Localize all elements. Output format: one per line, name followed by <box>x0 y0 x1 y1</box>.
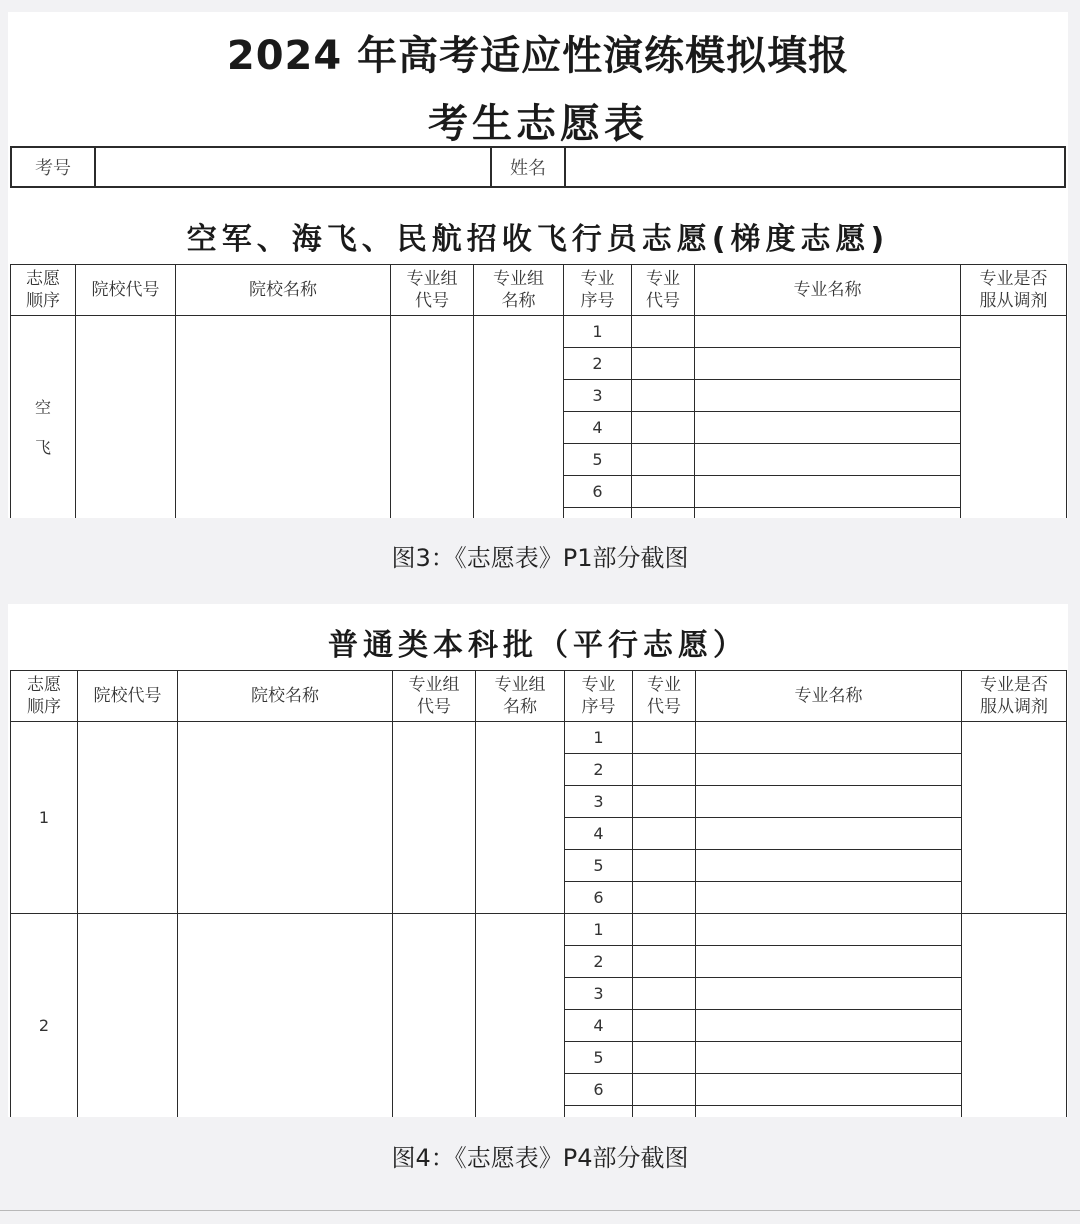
major-code-field[interactable] <box>633 946 696 978</box>
major-code-field[interactable] <box>633 850 696 882</box>
table-row <box>11 316 1067 348</box>
major-seq-cell: 3 <box>564 380 632 412</box>
header-major-code: 专业 代号 <box>632 265 695 316</box>
major-seq-cell: 2 <box>565 946 633 978</box>
school-name-field[interactable] <box>178 914 393 1118</box>
volunteer-order-cell: 空 飞 <box>11 316 76 519</box>
volunteer-order-cell: 2 <box>11 914 78 1118</box>
header-major-code: 专业 代号 <box>633 671 696 722</box>
major-seq-cell: 6 <box>565 1074 633 1106</box>
table-header-row <box>11 265 1067 316</box>
major-code-field[interactable] <box>633 914 696 946</box>
major-name-field[interactable] <box>695 348 961 380</box>
major-code-field[interactable] <box>633 722 696 754</box>
major-name-field[interactable] <box>696 818 962 850</box>
adjust-field[interactable] <box>961 316 1067 519</box>
header-adjust: 专业是否 服从调剂 <box>962 671 1067 722</box>
major-code-field[interactable] <box>632 412 695 444</box>
major-code-field[interactable] <box>633 1074 696 1106</box>
major-code-field[interactable] <box>632 476 695 508</box>
major-seq-cell: 6 <box>565 882 633 914</box>
group-name-field[interactable] <box>476 914 565 1118</box>
candidate-name-field[interactable] <box>565 147 1065 187</box>
major-name-field[interactable] <box>696 946 962 978</box>
group-code-field[interactable] <box>393 722 476 914</box>
school-name-field[interactable] <box>176 316 391 519</box>
major-seq-cell: 2 <box>565 754 633 786</box>
major-seq-cell: 5 <box>564 444 632 476</box>
major-code-field[interactable] <box>633 1106 696 1118</box>
major-code-field[interactable] <box>633 754 696 786</box>
volunteer-order-cell: 1 <box>11 722 78 914</box>
major-code-field[interactable] <box>633 882 696 914</box>
major-code-field[interactable] <box>633 978 696 1010</box>
major-seq-cell: 4 <box>565 818 633 850</box>
header-order: 志愿 顺序 <box>11 265 76 316</box>
major-seq-cell: 4 <box>565 1010 633 1042</box>
school-code-field[interactable] <box>78 722 178 914</box>
major-seq-cell: 1 <box>565 914 633 946</box>
major-name-field[interactable] <box>695 316 961 348</box>
group-name-field[interactable] <box>476 722 565 914</box>
major-seq-cell: 3 <box>565 978 633 1010</box>
major-name-field[interactable] <box>695 476 961 508</box>
major-code-field[interactable] <box>633 1010 696 1042</box>
group-code-field[interactable] <box>393 914 476 1118</box>
form-subtitle: 考生志愿表 <box>428 101 648 147</box>
major-seq-cell: 4 <box>564 412 632 444</box>
table-row <box>11 722 1067 754</box>
major-code-field[interactable] <box>632 348 695 380</box>
major-seq-cell: 5 <box>565 850 633 882</box>
major-name-field[interactable] <box>696 786 962 818</box>
major-code-field[interactable] <box>633 818 696 850</box>
major-seq-cell: 5 <box>565 1042 633 1074</box>
pilot-volunteer-table <box>10 264 1067 518</box>
header-group-code: 专业组 代号 <box>393 671 476 722</box>
table-row <box>11 914 1067 946</box>
pilot-section-title: 空军、海飞、民航招收飞行员志愿(梯度志愿) <box>186 222 890 257</box>
major-code-field[interactable] <box>633 1042 696 1074</box>
major-code-field[interactable] <box>633 786 696 818</box>
major-seq-cell <box>564 508 632 519</box>
adjust-field[interactable] <box>962 722 1067 914</box>
header-school-name: 院校名称 <box>176 265 391 316</box>
major-seq-cell: 1 <box>564 316 632 348</box>
header-adjust: 专业是否 服从调剂 <box>961 265 1067 316</box>
header-group-code: 专业组 代号 <box>391 265 474 316</box>
form-page-1-excerpt <box>8 12 1068 518</box>
form-title: 2024 年高考适应性演练模拟填报 <box>226 33 850 79</box>
header-major-name: 专业名称 <box>695 265 961 316</box>
major-name-field[interactable] <box>696 978 962 1010</box>
major-name-field[interactable] <box>696 1074 962 1106</box>
header-major-seq: 专业 序号 <box>564 265 632 316</box>
major-code-field[interactable] <box>632 508 695 519</box>
major-code-field[interactable] <box>632 380 695 412</box>
candidate-info-table <box>10 146 1066 188</box>
major-name-field[interactable] <box>696 1042 962 1074</box>
major-name-field[interactable] <box>695 412 961 444</box>
major-name-field[interactable] <box>696 722 962 754</box>
major-name-field[interactable] <box>696 850 962 882</box>
major-code-field[interactable] <box>632 316 695 348</box>
major-seq-cell <box>565 1106 633 1118</box>
major-name-field[interactable] <box>696 754 962 786</box>
major-name-field[interactable] <box>695 444 961 476</box>
adjust-field[interactable] <box>962 914 1067 1118</box>
exam-number-field[interactable] <box>95 147 491 187</box>
major-seq-cell: 1 <box>565 722 633 754</box>
major-name-field[interactable] <box>695 380 961 412</box>
candidate-name-label: 姓名 <box>491 147 565 187</box>
header-major-seq: 专业 序号 <box>565 671 633 722</box>
table-header-row <box>11 671 1067 722</box>
group-code-field[interactable] <box>391 316 474 519</box>
major-code-field[interactable] <box>632 444 695 476</box>
major-name-field[interactable] <box>696 1106 962 1118</box>
figure-caption-4: 图4：《志愿表》P4部分截图 <box>391 1144 689 1172</box>
header-major-name: 专业名称 <box>696 671 962 722</box>
major-seq-cell: 3 <box>565 786 633 818</box>
major-name-field[interactable] <box>696 882 962 914</box>
major-seq-cell: 2 <box>564 348 632 380</box>
page-divider <box>0 1210 1080 1211</box>
undergrad-section-title: 普通类本科批（平行志愿） <box>328 628 748 663</box>
header-group-name: 专业组 名称 <box>476 671 565 722</box>
major-seq-cell: 6 <box>564 476 632 508</box>
major-name-field[interactable] <box>696 1010 962 1042</box>
header-group-name: 专业组 名称 <box>474 265 564 316</box>
header-school-name: 院校名称 <box>178 671 393 722</box>
header-school-code: 院校代号 <box>78 671 178 722</box>
school-name-field[interactable] <box>178 722 393 914</box>
group-name-field[interactable] <box>474 316 564 519</box>
school-code-field[interactable] <box>78 914 178 1118</box>
undergrad-volunteer-table <box>10 670 1067 1117</box>
header-school-code: 院校代号 <box>76 265 176 316</box>
school-code-field[interactable] <box>76 316 176 519</box>
figure-caption-3: 图3：《志愿表》P1部分截图 <box>391 544 689 572</box>
major-name-field[interactable] <box>696 914 962 946</box>
header-order: 志愿 顺序 <box>11 671 78 722</box>
major-name-field[interactable] <box>695 508 961 519</box>
exam-number-label: 考号 <box>11 147 95 187</box>
form-page-4-excerpt <box>8 604 1068 1117</box>
